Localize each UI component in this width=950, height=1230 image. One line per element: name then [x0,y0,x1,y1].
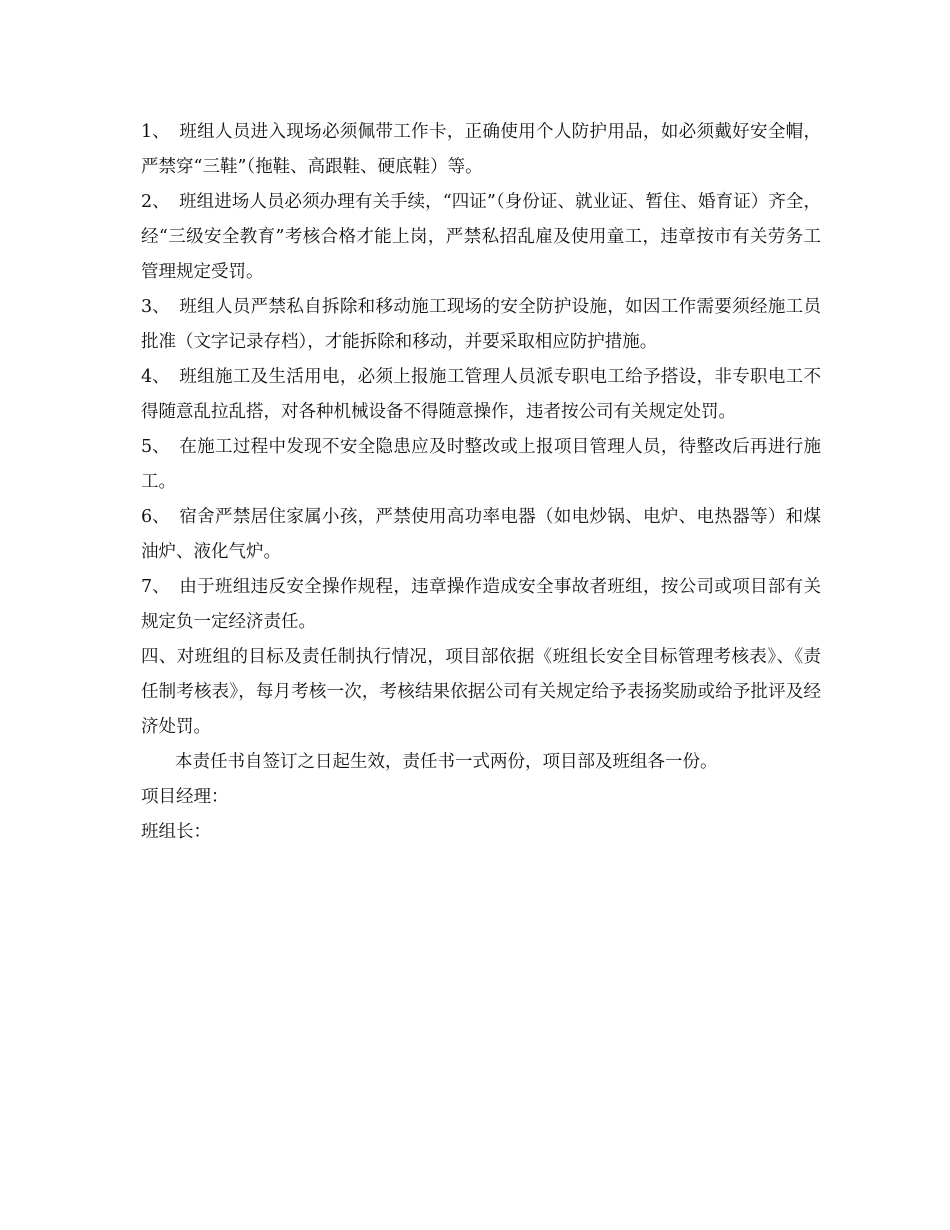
clause-text: 在施工过程中发现不安全隐患应及时整改或上报项目管理人员，待整改后再进行施工。 [141,437,821,492]
clause-text: 由于班组违反安全操作规程，违章操作造成安全事故者班组，按公司或项目部有关规定负一定经济责任。 [141,577,821,632]
signature-team-leader: 班组长： [141,822,211,842]
clause-2 [141,185,821,290]
clause-6 [141,500,821,570]
effective-note: 本责任书自签订之日起生效，责任书一式两份，项目部及班组各一份。 [175,752,718,772]
clause-number: 2、 [141,192,170,212]
clause-number: 6、 [141,507,170,527]
clause-text: 班组进场人员必须办理有关手续，“四证”（身份证、就业证、暂住、婚育证）齐全，经“三级安全教育”考核合格才能上岗，严禁私招乱雇及使用童工，违章按市有关劳务工管理规定受罚。 [141,192,821,282]
clause-3 [141,290,821,360]
clause-number: 4、 [141,367,170,387]
clause-text: 班组施工及生活用电，必须上报施工管理人员派专职电工给予搭设，非专职电工不得随意乱拉乱搭，对各种机械设备不得随意操作，违者按公司有关规定处罚。 [141,367,821,422]
signature-project-manager: 项目经理： [141,787,229,807]
clause-1 [141,115,821,185]
clause-4 [141,360,821,430]
section-four: 四、对班组的目标及责任制执行情况，项目部依据《班组长安全目标管理考核表》、《责任制考核表》，每月考核一次，考核结果依据公司有关规定给予表扬奖励或给予批评及经济处罚。 [141,647,821,737]
clause-number: 5、 [141,437,170,457]
clause-text: 班组人员严禁私自拆除和移动施工现场的安全防护设施，如因工作需要须经施工员批准（文字记录存档），才能拆除和移动，并要采取相应防护措施。 [141,297,821,352]
clause-5 [141,430,821,500]
clause-number: 7、 [141,577,170,597]
clause-number: 1、 [141,122,170,142]
clause-text: 宿舍严禁居住家属小孩，严禁使用高功率电器（如电炒锅、电炉、电热器等）和煤油炉、液化气炉。 [141,507,821,562]
clause-text: 班组人员进入现场必须佩带工作卡，正确使用个人防护用品，如必须戴好安全帽，严禁穿“三鞋”（拖鞋、高跟鞋、硬底鞋）等。 [141,122,821,177]
clause-number: 3、 [141,297,170,317]
clause-7 [141,570,821,640]
document-body [141,115,821,850]
